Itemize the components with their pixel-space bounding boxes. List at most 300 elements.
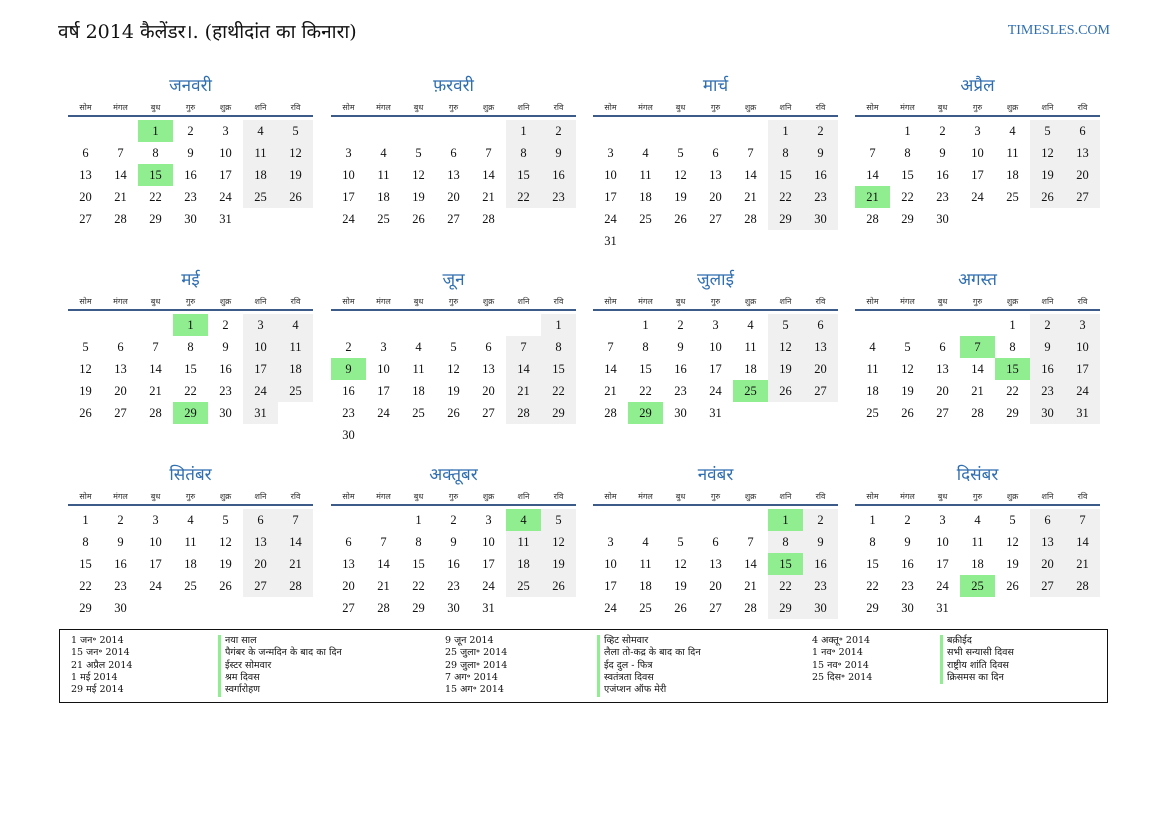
day-cell: 8 bbox=[768, 531, 803, 553]
legend-date: 25 दिस॰ 2014 bbox=[812, 671, 873, 683]
day-cell: 1 bbox=[506, 120, 541, 142]
weekday-label: बुध bbox=[937, 103, 948, 112]
site-link[interactable]: TIMESLES.COM bbox=[1007, 23, 1110, 38]
month-name: सितंबर bbox=[169, 465, 212, 485]
day-cell: 12 bbox=[278, 142, 313, 164]
day-cell: 19 bbox=[278, 164, 313, 186]
weekday-label: मंगल bbox=[638, 103, 653, 112]
day-cell: 16 bbox=[342, 384, 355, 398]
day-cell: 25 bbox=[278, 380, 313, 402]
day-cell: 18 bbox=[744, 362, 757, 376]
day-cell: 2 bbox=[345, 340, 352, 354]
day-cell: 29 bbox=[412, 601, 425, 615]
day-cell: 16 bbox=[219, 362, 232, 376]
day-cell: 17 bbox=[219, 168, 232, 182]
day-cell: 5 bbox=[768, 314, 803, 336]
month-name: मई bbox=[181, 270, 200, 290]
day-cell: 25 bbox=[639, 601, 652, 615]
day-cell: 30 bbox=[674, 406, 687, 420]
day-cell: 23 bbox=[803, 186, 838, 208]
day-cell: 10 bbox=[936, 535, 949, 549]
legend-date: 29 जुला॰ 2014 bbox=[445, 659, 508, 671]
day-cell: 27 bbox=[936, 406, 949, 420]
weekday-label: शुक्र bbox=[1006, 103, 1019, 112]
day-cell: 14 bbox=[604, 362, 617, 376]
day-cell: 7 bbox=[152, 340, 159, 354]
legend-holiday-name: बक़ीईद bbox=[940, 635, 972, 648]
day-cell: 17 bbox=[243, 358, 278, 380]
weekday-label: बुध bbox=[150, 297, 161, 306]
weekday-label: मंगल bbox=[376, 492, 391, 501]
day-cell: 12 bbox=[1006, 535, 1019, 549]
day-cell: 5 bbox=[1030, 120, 1065, 142]
day-cell: 20 bbox=[114, 384, 127, 398]
day-cell: 10 bbox=[709, 340, 722, 354]
holiday-day-cell: 25 bbox=[733, 380, 768, 402]
weekday-label: गुरु bbox=[185, 297, 196, 306]
day-cell: 11 bbox=[243, 142, 278, 164]
day-cell: 3 bbox=[152, 513, 159, 527]
day-cell: 30 bbox=[184, 212, 197, 226]
day-cell: 1 bbox=[904, 124, 911, 138]
day-cell: 13 bbox=[447, 168, 460, 182]
weekday-label: शुक्र bbox=[744, 297, 757, 306]
day-cell: 26 bbox=[278, 186, 313, 208]
day-cell: 20 bbox=[243, 553, 278, 575]
day-cell: 24 bbox=[377, 406, 390, 420]
weekday-label: रवि bbox=[1077, 297, 1088, 306]
day-cell: 23 bbox=[936, 190, 949, 204]
day-cell: 30 bbox=[114, 601, 127, 615]
day-cell: 2 bbox=[677, 318, 684, 332]
day-cell: 29 bbox=[1006, 406, 1019, 420]
day-cell: 26 bbox=[1006, 579, 1019, 593]
day-cell: 1 bbox=[642, 318, 649, 332]
weekday-label: बुध bbox=[150, 492, 161, 501]
day-cell: 8 bbox=[904, 146, 911, 160]
day-cell: 14 bbox=[377, 557, 390, 571]
day-cell: 30 bbox=[936, 212, 949, 226]
day-cell: 26 bbox=[541, 575, 576, 597]
day-cell: 4 bbox=[380, 146, 387, 160]
day-cell: 26 bbox=[768, 380, 803, 402]
day-cell: 26 bbox=[219, 579, 232, 593]
holiday-day-cell: 29 bbox=[173, 402, 208, 424]
weekday-label: बुध bbox=[937, 297, 948, 306]
weekday-label: शनि bbox=[1041, 103, 1054, 112]
day-cell: 27 bbox=[482, 406, 495, 420]
day-cell: 10 bbox=[219, 146, 232, 160]
day-cell: 30 bbox=[342, 428, 355, 442]
month-header-rule bbox=[855, 504, 1100, 506]
day-cell: 19 bbox=[674, 190, 687, 204]
day-cell: 18 bbox=[412, 384, 425, 398]
weekday-label: शुक्र bbox=[482, 297, 495, 306]
weekday-label: मंगल bbox=[900, 297, 915, 306]
day-cell: 7 bbox=[380, 535, 387, 549]
day-cell: 28 bbox=[744, 601, 757, 615]
legend-holiday-name: क्रिसमस का दिन bbox=[940, 672, 1004, 685]
day-cell: 28 bbox=[278, 575, 313, 597]
weekday-label: शुक्र bbox=[482, 492, 495, 501]
day-cell: 27 bbox=[447, 212, 460, 226]
day-cell: 2 bbox=[904, 513, 911, 527]
weekday-label: गुरु bbox=[710, 297, 721, 306]
legend-holiday-name: सभी सन्यासी दिवस bbox=[940, 647, 1014, 660]
weekday-label: रवि bbox=[553, 103, 564, 112]
day-cell: 2 bbox=[803, 120, 838, 142]
day-cell: 15 bbox=[901, 168, 914, 182]
weekday-label: शनि bbox=[517, 103, 530, 112]
day-cell: 17 bbox=[1065, 358, 1100, 380]
holiday-day-cell: 4 bbox=[506, 509, 541, 531]
day-cell: 12 bbox=[412, 168, 425, 182]
month-header-rule bbox=[68, 309, 313, 311]
day-cell: 28 bbox=[866, 212, 879, 226]
weekday-label: रवि bbox=[815, 103, 826, 112]
legend-date: 4 अक्तू॰ 2014 bbox=[812, 635, 871, 646]
day-cell: 28 bbox=[604, 406, 617, 420]
weekday-label: गुरु bbox=[185, 492, 196, 501]
day-cell: 4 bbox=[278, 314, 313, 336]
day-cell: 16 bbox=[803, 553, 838, 575]
day-cell: 21 bbox=[149, 384, 162, 398]
day-cell: 11 bbox=[278, 336, 313, 358]
day-cell: 20 bbox=[803, 358, 838, 380]
day-cell: 14 bbox=[506, 358, 541, 380]
day-cell: 24 bbox=[342, 212, 355, 226]
weekday-label: शुक्र bbox=[219, 103, 232, 112]
day-cell: 29 bbox=[901, 212, 914, 226]
day-cell: 4 bbox=[415, 340, 422, 354]
holiday-day-cell: 21 bbox=[855, 186, 890, 208]
day-cell: 24 bbox=[709, 384, 722, 398]
day-cell: 21 bbox=[377, 579, 390, 593]
day-cell: 6 bbox=[117, 340, 124, 354]
day-cell: 3 bbox=[939, 513, 946, 527]
day-cell: 13 bbox=[243, 531, 278, 553]
day-cell: 3 bbox=[222, 124, 229, 138]
day-cell: 2 bbox=[187, 124, 194, 138]
day-cell: 8 bbox=[642, 340, 649, 354]
weekday-label: सोम bbox=[342, 492, 355, 501]
month-name: जनवरी bbox=[169, 76, 212, 96]
day-cell: 27 bbox=[709, 601, 722, 615]
day-cell: 12 bbox=[447, 362, 460, 376]
day-cell: 18 bbox=[243, 164, 278, 186]
day-cell: 25 bbox=[243, 186, 278, 208]
day-cell: 30 bbox=[447, 601, 460, 615]
day-cell: 13 bbox=[1030, 531, 1065, 553]
day-cell: 12 bbox=[674, 557, 687, 571]
day-cell: 24 bbox=[243, 380, 278, 402]
month-name: जून bbox=[442, 270, 465, 290]
holiday-day-cell: 1 bbox=[768, 509, 803, 531]
day-cell: 22 bbox=[639, 384, 652, 398]
weekday-label: गुरु bbox=[972, 103, 983, 112]
day-cell: 21 bbox=[971, 384, 984, 398]
day-cell: 10 bbox=[243, 336, 278, 358]
month-header-rule bbox=[593, 504, 838, 506]
day-cell: 12 bbox=[901, 362, 914, 376]
day-cell: 20 bbox=[342, 579, 355, 593]
month-header-rule bbox=[593, 309, 838, 311]
day-cell: 22 bbox=[79, 579, 92, 593]
legend-holiday-name: पैगंबर के जन्मदिन के बाद का दिन bbox=[218, 647, 342, 660]
day-cell: 9 bbox=[222, 340, 229, 354]
day-cell: 31 bbox=[482, 601, 495, 615]
day-cell: 10 bbox=[604, 168, 617, 182]
day-cell: 17 bbox=[482, 557, 495, 571]
weekday-label: रवि bbox=[815, 297, 826, 306]
day-cell: 3 bbox=[974, 124, 981, 138]
month-5 bbox=[68, 267, 313, 447]
weekday-label: शनि bbox=[517, 492, 530, 501]
day-cell: 21 bbox=[744, 579, 757, 593]
day-cell: 20 bbox=[936, 384, 949, 398]
weekday-label: बुध bbox=[413, 492, 424, 501]
weekday-label: गुरु bbox=[972, 492, 983, 501]
day-cell: 5 bbox=[278, 120, 313, 142]
weekday-label: मंगल bbox=[113, 103, 128, 112]
day-cell: 22 bbox=[1006, 384, 1019, 398]
day-cell: 19 bbox=[541, 553, 576, 575]
weekday-label: मंगल bbox=[113, 297, 128, 306]
day-cell: 22 bbox=[541, 380, 576, 402]
weekday-label: शुक्र bbox=[1006, 492, 1019, 501]
day-cell: 16 bbox=[674, 362, 687, 376]
day-cell: 27 bbox=[79, 212, 92, 226]
day-cell: 26 bbox=[1030, 186, 1065, 208]
day-cell: 7 bbox=[278, 509, 313, 531]
day-cell: 6 bbox=[82, 146, 89, 160]
day-cell: 7 bbox=[485, 146, 492, 160]
day-cell: 25 bbox=[377, 212, 390, 226]
legend-date: 25 जुला॰ 2014 bbox=[445, 647, 508, 659]
month-name: जुलाई bbox=[697, 270, 734, 290]
month-header-rule bbox=[593, 115, 838, 117]
day-cell: 16 bbox=[184, 168, 197, 182]
weekday-label: सोम bbox=[604, 103, 617, 112]
weekday-label: मंगल bbox=[113, 492, 128, 501]
weekday-label: शनि bbox=[779, 492, 792, 501]
weekday-label: सोम bbox=[866, 297, 879, 306]
day-cell: 24 bbox=[936, 579, 949, 593]
day-cell: 26 bbox=[674, 601, 687, 615]
day-cell: 17 bbox=[709, 362, 722, 376]
day-cell: 11 bbox=[184, 535, 197, 549]
legend-date: 1 मई 2014 bbox=[71, 671, 118, 683]
weekday-label: गुरु bbox=[185, 103, 196, 112]
month-2 bbox=[331, 73, 576, 253]
month-name: दिसंबर bbox=[956, 465, 999, 485]
day-cell: 15 bbox=[184, 362, 197, 376]
day-cell: 23 bbox=[184, 190, 197, 204]
weekday-label: शुक्र bbox=[219, 297, 232, 306]
day-cell: 26 bbox=[412, 212, 425, 226]
day-cell: 14 bbox=[744, 557, 757, 571]
legend-date: 1 जन॰ 2014 bbox=[71, 635, 124, 646]
day-cell: 20 bbox=[1065, 164, 1100, 186]
day-cell: 16 bbox=[541, 164, 576, 186]
day-cell: 26 bbox=[447, 406, 460, 420]
day-cell: 12 bbox=[1030, 142, 1065, 164]
legend-date: 9 जून 2014 bbox=[445, 635, 494, 646]
weekday-label: गुरु bbox=[710, 492, 721, 501]
legend-date: 29 मई 2014 bbox=[71, 684, 124, 696]
holiday-day-cell: 9 bbox=[331, 358, 366, 380]
holiday-day-cell: 15 bbox=[768, 553, 803, 575]
holiday-day-cell: 15 bbox=[138, 164, 173, 186]
day-cell: 28 bbox=[114, 212, 127, 226]
month-6 bbox=[331, 267, 576, 447]
day-cell: 5 bbox=[415, 146, 422, 160]
day-cell: 18 bbox=[377, 190, 390, 204]
day-cell: 20 bbox=[482, 384, 495, 398]
weekday-label: शनि bbox=[1041, 297, 1054, 306]
day-cell: 15 bbox=[412, 557, 425, 571]
day-cell: 14 bbox=[114, 168, 127, 182]
day-cell: 23 bbox=[541, 186, 576, 208]
day-cell: 24 bbox=[1065, 380, 1100, 402]
day-cell: 30 bbox=[219, 406, 232, 420]
month-header-rule bbox=[855, 309, 1100, 311]
day-cell: 29 bbox=[768, 597, 803, 619]
weekday-label: सोम bbox=[79, 492, 92, 501]
day-cell: 16 bbox=[447, 557, 460, 571]
day-cell: 4 bbox=[243, 120, 278, 142]
day-cell: 13 bbox=[936, 362, 949, 376]
page-title: वर्ष 2014 कैलेंडर।. (हाथीदांत का किनारा) bbox=[58, 21, 357, 43]
weekday-label: मंगल bbox=[638, 297, 653, 306]
month-name: अक्तूबर bbox=[429, 465, 478, 485]
weekday-label: सोम bbox=[342, 103, 355, 112]
day-cell: 31 bbox=[709, 406, 722, 420]
day-cell: 11 bbox=[639, 168, 652, 182]
day-cell: 7 bbox=[747, 535, 754, 549]
weekday-label: सोम bbox=[604, 297, 617, 306]
day-cell: 25 bbox=[1006, 190, 1019, 204]
day-cell: 18 bbox=[506, 553, 541, 575]
weekday-label: गुरु bbox=[448, 492, 459, 501]
day-cell: 20 bbox=[1030, 553, 1065, 575]
day-cell: 22 bbox=[506, 186, 541, 208]
weekday-label: शनि bbox=[1041, 492, 1054, 501]
day-cell: 6 bbox=[1065, 120, 1100, 142]
day-cell: 23 bbox=[219, 384, 232, 398]
day-cell: 30 bbox=[1030, 402, 1065, 424]
day-cell: 5 bbox=[677, 535, 684, 549]
weekday-label: शुक्र bbox=[1006, 297, 1019, 306]
day-cell: 4 bbox=[642, 146, 649, 160]
legend-holiday-name: स्वर्गारोहण bbox=[218, 684, 260, 697]
day-cell: 24 bbox=[604, 212, 617, 226]
holiday-day-cell: 1 bbox=[173, 314, 208, 336]
day-cell: 21 bbox=[278, 553, 313, 575]
day-cell: 1 bbox=[869, 513, 876, 527]
month-header-rule bbox=[331, 309, 576, 311]
day-cell: 14 bbox=[744, 168, 757, 182]
day-cell: 21 bbox=[744, 190, 757, 204]
day-cell: 5 bbox=[904, 340, 911, 354]
day-cell: 9 bbox=[187, 146, 194, 160]
weekday-label: गुरु bbox=[448, 103, 459, 112]
weekday-label: शुक्र bbox=[219, 492, 232, 501]
day-cell: 17 bbox=[342, 190, 355, 204]
day-cell: 3 bbox=[1065, 314, 1100, 336]
day-cell: 19 bbox=[1006, 557, 1019, 571]
month-header-rule bbox=[68, 504, 313, 506]
month-header-rule bbox=[68, 115, 313, 117]
day-cell: 17 bbox=[604, 190, 617, 204]
day-cell: 23 bbox=[1030, 380, 1065, 402]
day-cell: 6 bbox=[243, 509, 278, 531]
day-cell: 18 bbox=[639, 579, 652, 593]
day-cell: 11 bbox=[412, 362, 425, 376]
day-cell: 14 bbox=[482, 168, 495, 182]
month-9 bbox=[68, 462, 313, 642]
day-cell: 21 bbox=[114, 190, 127, 204]
day-cell: 27 bbox=[1065, 186, 1100, 208]
weekday-label: सोम bbox=[866, 103, 879, 112]
legend-date: 7 अग॰ 2014 bbox=[445, 671, 498, 683]
weekday-label: रवि bbox=[815, 492, 826, 501]
day-cell: 28 bbox=[971, 406, 984, 420]
day-cell: 3 bbox=[607, 535, 614, 549]
day-cell: 21 bbox=[1065, 553, 1100, 575]
day-cell: 5 bbox=[1009, 513, 1016, 527]
day-cell: 12 bbox=[79, 362, 92, 376]
day-cell: 27 bbox=[243, 575, 278, 597]
month-header-rule bbox=[855, 115, 1100, 117]
day-cell: 9 bbox=[677, 340, 684, 354]
day-cell: 23 bbox=[674, 384, 687, 398]
day-cell: 13 bbox=[342, 557, 355, 571]
day-cell: 15 bbox=[79, 557, 92, 571]
day-cell: 25 bbox=[506, 575, 541, 597]
month-4 bbox=[855, 73, 1100, 253]
day-cell: 28 bbox=[1065, 575, 1100, 597]
day-cell: 2 bbox=[117, 513, 124, 527]
day-cell: 14 bbox=[866, 168, 879, 182]
day-cell: 3 bbox=[607, 146, 614, 160]
day-cell: 27 bbox=[1030, 575, 1065, 597]
day-cell: 17 bbox=[377, 384, 390, 398]
day-cell: 14 bbox=[1065, 531, 1100, 553]
day-cell: 14 bbox=[149, 362, 162, 376]
day-cell: 10 bbox=[149, 535, 162, 549]
day-cell: 4 bbox=[1009, 124, 1016, 138]
weekday-label: सोम bbox=[79, 297, 92, 306]
day-cell: 9 bbox=[117, 535, 124, 549]
weekday-label: सोम bbox=[604, 492, 617, 501]
holiday-day-cell: 7 bbox=[960, 336, 995, 358]
day-cell: 10 bbox=[377, 362, 390, 376]
day-cell: 12 bbox=[768, 336, 803, 358]
day-cell: 10 bbox=[604, 557, 617, 571]
weekday-label: रवि bbox=[290, 492, 301, 501]
month-name: मार्च bbox=[702, 76, 729, 96]
day-cell: 9 bbox=[450, 535, 457, 549]
day-cell: 6 bbox=[1030, 509, 1065, 531]
day-cell: 7 bbox=[1065, 509, 1100, 531]
day-cell: 22 bbox=[901, 190, 914, 204]
day-cell: 6 bbox=[712, 146, 719, 160]
month-3 bbox=[593, 73, 838, 253]
day-cell: 20 bbox=[709, 579, 722, 593]
day-cell: 9 bbox=[803, 531, 838, 553]
day-cell: 19 bbox=[1030, 164, 1065, 186]
